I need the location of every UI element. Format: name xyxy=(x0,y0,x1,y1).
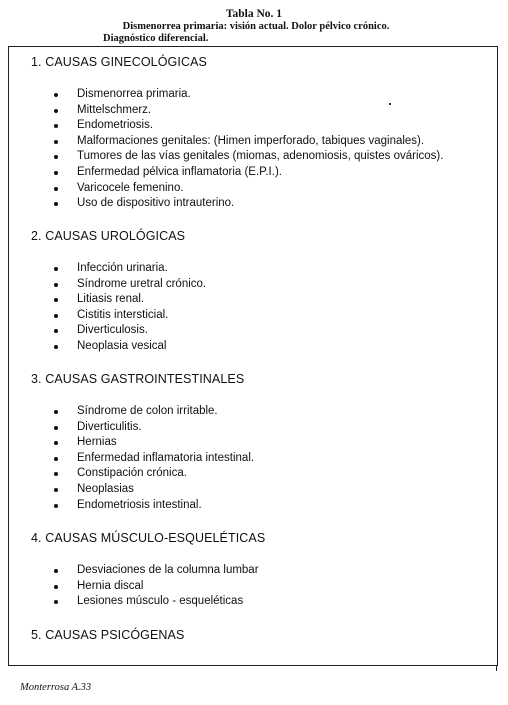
bullet-icon xyxy=(54,457,58,461)
item-text: Cistitis intersticial. xyxy=(77,308,169,321)
list-item xyxy=(31,118,491,134)
list-item xyxy=(31,339,491,355)
table-subtitle-continued: Diagnóstico diferencial. xyxy=(103,33,209,44)
list-item xyxy=(31,323,491,339)
section-title: 3. CAUSAS GASTROINTESTINALES xyxy=(31,372,245,386)
list-item xyxy=(31,404,491,420)
item-text: Neoplasia vesical xyxy=(77,339,167,352)
bullet-icon xyxy=(54,585,58,589)
item-text: Síndrome uretral crónico. xyxy=(77,277,207,290)
list-item xyxy=(31,277,491,293)
bullet-icon xyxy=(54,109,58,113)
bullet-icon xyxy=(54,155,58,159)
section-title: 5. CAUSAS PSICÓGENAS xyxy=(31,628,185,642)
bullet-icon xyxy=(54,410,58,414)
item-text: Enfermedad pélvica inflamatoria (E.P.I.). xyxy=(77,165,282,178)
table-frame xyxy=(8,46,498,666)
table-header xyxy=(0,8,508,45)
item-text: Uso de dispositivo intrauterino. xyxy=(77,197,235,210)
list-item xyxy=(31,196,491,212)
bullet-icon xyxy=(54,202,58,206)
item-text: Diverticulosis. xyxy=(77,324,148,337)
list-item xyxy=(31,292,491,308)
list-item xyxy=(31,149,491,165)
frame-corner-tick xyxy=(496,666,497,671)
list-item xyxy=(31,594,491,610)
item-text: Síndrome de colon irritable. xyxy=(77,405,218,417)
item-text: Enfermedad inflamatoria intestinal. xyxy=(77,451,255,464)
list-item xyxy=(31,165,491,181)
list-item xyxy=(31,420,491,436)
section-title: 2. CAUSAS UROLÓGICAS xyxy=(31,229,186,243)
list-item xyxy=(31,261,491,277)
item-list xyxy=(31,87,491,212)
bullet-icon xyxy=(54,298,58,302)
section-urologicas xyxy=(31,229,491,355)
item-text: Dismenorrea primaria. xyxy=(77,88,191,100)
bullet-icon xyxy=(54,600,58,604)
bullet-icon xyxy=(54,329,58,333)
item-list xyxy=(31,404,491,513)
item-text: Varicocele femenino. xyxy=(77,181,184,194)
bullet-icon xyxy=(54,314,58,318)
source-citation: Monterrosa A.33 xyxy=(20,682,92,693)
item-text: Hernia discal xyxy=(77,579,144,592)
item-list xyxy=(31,563,491,610)
item-text: Malformaciones genitales: (Himen imperforado, tabiques vaginales). xyxy=(77,134,425,147)
bullet-icon xyxy=(54,267,58,271)
bullet-icon xyxy=(54,426,58,430)
bullet-icon xyxy=(54,488,58,492)
list-item xyxy=(31,435,491,451)
item-text: Tumores de las vías genitales (miomas, adenomiosis, quistes ováricos). xyxy=(77,150,444,163)
table-subtitle: Dismenorrea primaria: visión actual. Dolor pélvico crónico. xyxy=(122,21,390,32)
table-title: Tabla No. 1 xyxy=(225,8,283,20)
bullet-icon xyxy=(54,124,58,128)
bullet-icon xyxy=(54,345,58,349)
item-text: Desviaciones de la columna lumbar xyxy=(77,564,259,576)
bullet-icon xyxy=(54,441,58,445)
section-gastrointestinales xyxy=(31,372,491,513)
list-item xyxy=(31,482,491,498)
section-ginecologicas xyxy=(31,55,491,212)
item-text: Mittelschmerz. xyxy=(77,103,152,116)
item-text: Neoplasias xyxy=(77,482,134,495)
list-item xyxy=(31,563,491,579)
item-list xyxy=(31,261,491,355)
list-item xyxy=(31,579,491,595)
section-title: 1. CAUSAS GINECOLÓGICAS xyxy=(31,55,207,69)
section-musculo-esqueleticas xyxy=(31,531,491,610)
bullet-icon xyxy=(54,171,58,175)
list-item xyxy=(31,451,491,467)
item-text: Infección urinaria. xyxy=(77,262,168,274)
section-psicogenas xyxy=(31,628,491,643)
item-text: Hernias xyxy=(77,436,117,449)
list-item xyxy=(31,181,491,197)
bullet-icon xyxy=(54,504,58,508)
item-text: Diverticulitis. xyxy=(77,420,142,433)
bullet-icon xyxy=(54,283,58,287)
bullet-icon xyxy=(54,140,58,144)
section-title: 4. CAUSAS MÚSCULO-ESQUELÉTICAS xyxy=(31,531,266,545)
list-item xyxy=(31,308,491,324)
item-text: Endometriosis. xyxy=(77,119,154,132)
bullet-icon xyxy=(54,93,58,97)
bullet-icon xyxy=(54,187,58,191)
list-item xyxy=(31,103,491,119)
item-text: Endometriosis intestinal. xyxy=(77,498,202,511)
bullet-icon xyxy=(54,472,58,476)
list-item xyxy=(31,498,491,514)
list-item xyxy=(31,134,491,150)
item-text: Lesiones músculo - esqueléticas xyxy=(77,595,244,608)
list-item xyxy=(31,87,491,103)
bullet-icon xyxy=(54,569,58,573)
item-text: Constipación crónica. xyxy=(77,467,187,480)
list-item xyxy=(31,466,491,482)
item-text: Litiasis renal. xyxy=(77,293,145,306)
